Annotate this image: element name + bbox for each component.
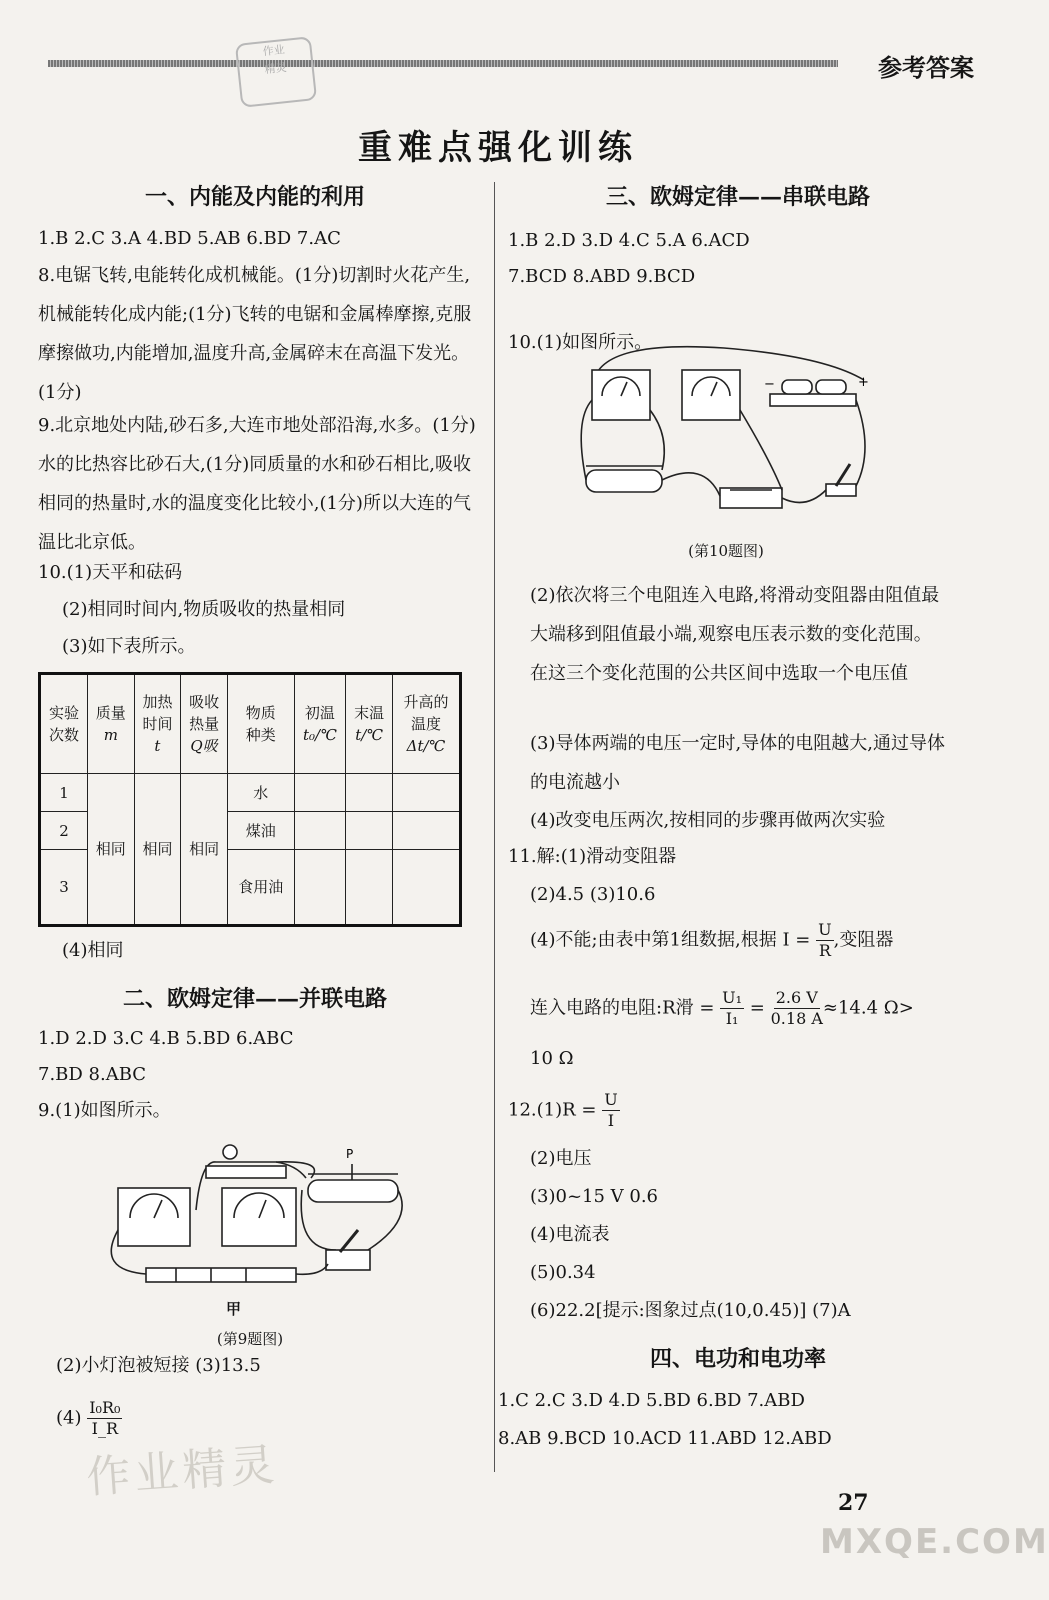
table-cell [294,774,346,812]
figure-10-circuit [574,340,874,520]
table-cell [346,850,393,926]
section-2-title: 二、欧姆定律——并联电路 [122,986,387,1012]
sec2-answers-1: 1.D 2.D 3.C 4.B 5.BD 6.ABC [38,1028,294,1049]
sec2-q9-2: (2)小灯泡被短接 (3)13.5 [56,1355,261,1376]
sec1-q10-1: 10.(1)天平和砝码 [38,562,183,583]
bulb-base [206,1166,286,1178]
table-header-cell: 升高的 温度 Δt/℃ [392,674,460,774]
sec2-q9-1: 9.(1)如图所示。 [38,1100,171,1121]
page-title: 重难点强化训练 [358,128,638,168]
sec3-q12-1: 12.(1)R = $\frac{U}{I}$ [508,1090,618,1130]
sec3-q12-3: (3)0~15 V 0.6 [530,1186,659,1207]
sec3-q11-4c: 10 Ω [530,1048,574,1069]
sec1-q10-4: (4)相同 [62,940,124,961]
sec3-answers-2: 7.BCD 8.ABD 9.BCD [508,266,696,287]
resistor-board-icon [720,488,782,508]
stamp [235,36,317,108]
sec3-q12-6: (6)22.2[提示:图象过点(10,0.45)] (7)A [530,1300,851,1321]
page-number: 27 [838,1490,869,1516]
table-cell: 相同 [87,774,134,926]
table-cell: 相同 [134,774,181,926]
header-title: 参考答案 [878,54,974,82]
stamp-line-1: 作业 [262,43,286,59]
bulb-icon [223,1145,237,1159]
column-divider [494,182,495,1472]
svg-text:+: + [858,375,869,390]
fraction: $\frac{2.6 V}{0.18 A}$ [770,988,823,1028]
table-cell: 食用油 [227,850,294,926]
switch-icon [326,1250,370,1270]
sec3-q10-3: (3)导体两端的电压一定时,导体的电阻越大,通过导体的电流越小 [530,733,945,793]
sec3-q12-5: (5)0.34 [530,1262,596,1283]
header-rule [48,60,838,67]
fraction: $\frac{U}{I}$ [604,1090,618,1130]
table-cell: 2 [40,812,88,850]
figure-10-caption: (第10题图) [688,542,764,560]
sec3-q10-2: (2)依次将三个电阻连入电路,将滑动变阻器由阻值最大端移到阻值最小端,观察电压表示数的变化范围。在这三个变化范围的公共区间中选取一个电压值 [530,585,940,684]
sec1-q10-2: (2)相同时间内,物质吸收的热量相同 [62,599,346,620]
table-header-cell: 吸收 热量 Q吸 [181,674,228,774]
battery-icon [770,394,856,406]
table-header-cell: 初温 t₀/℃ [294,674,346,774]
stamp-line-2: 精灵 [264,60,288,77]
sec3-q11-4a: (4)不能;由表中第1组数据,根据 I = $\frac{U}{R}$ ,变阻器 [530,920,894,960]
sec1-answers: 1.B 2.C 3.A 4.BD 5.AB 6.BD 7.AC [38,228,341,249]
sec3-q11-4b: 连入电路的电阻:R滑 = $\frac{\text{U₁}}{\text{I₁}}$ = $\frac{2.6 V}{0.18 A}$ ≈14.4 Ω> [530,988,914,1028]
sec3-answers-1: 1.B 2.D 3.D 4.C 5.A 6.ACD [508,230,750,251]
rheostat-p-label: P [346,1147,354,1161]
svg-text:−: − [764,377,775,392]
table-cell [294,850,346,926]
watermark-text: 作业精灵 [84,1439,280,1504]
table-header-cell: 实验 次数 [40,674,88,774]
table-header-cell: 质量 m [87,674,134,774]
fraction: $\frac{U}{R}$ [818,920,832,960]
sec1-q10-3: (3)如下表所示。 [62,636,196,657]
table-cell: 相同 [181,774,228,926]
table-header-cell: 物质 种类 [227,674,294,774]
figure-9-circuit [96,1140,416,1300]
section-3-title: 三、欧姆定律——串联电路 [605,184,870,210]
table-cell: 水 [227,774,294,812]
table-cell [392,850,460,926]
fraction: $\frac{\text{I₀R₀}}{I\_R}$ [89,1398,121,1438]
watermark-url: MXQE.COM [820,1522,1049,1562]
section-4-title: 四、电功和电功率 [649,1346,826,1372]
sec3-q12-4: (4)电流表 [530,1224,610,1245]
table-cell [346,774,393,812]
table-header-cell: 末温 t/℃ [346,674,393,774]
sec4-answers-1: 1.C 2.C 3.D 4.D 5.BD 6.BD 7.ABD [498,1390,805,1411]
figure-9-caption: (第9题图) [216,1330,284,1348]
section-1-title: 一、内能及内能的利用 [144,184,365,210]
table-header-row [40,674,461,774]
table-cell: 3 [40,850,88,926]
sec3-q10-1: 10.(1)如图所示。 [508,332,653,353]
table-cell [294,812,346,850]
sec2-answers-2: 7.BD 8.ABC [38,1064,147,1085]
table-cell [392,812,460,850]
sec1-q9: 9.北京地处内陆,砂石多,大连市地处部沿海,水多。(1分)水的比热容比砂石大,(1分)同质量的水和砂石相比,吸收相同的热量时,水的温度变化比较小,(1分)所以大连的气温比北京低。 [38,415,476,553]
battery-icon [146,1268,296,1282]
table-cell [346,812,393,850]
table-row [40,774,461,812]
figure-9-label: 甲 [226,1300,242,1318]
switch-icon [826,484,856,496]
experiment-table [38,672,462,927]
fraction: $\frac{\text{U₁}}{\text{I₁}}$ [722,988,743,1028]
table-cell [392,774,460,812]
table-cell: 1 [40,774,88,812]
sec1-q8: 8.电锯飞转,电能转化成机械能。(1分)切割时火花产生,机械能转化成内能;(1分)飞转的电锯和金属棒摩擦,克服摩擦做功,内能增加,温度升高,金属碎末在高温下发光。(1分) [38,265,472,403]
sec3-q12-2: (2)电压 [530,1148,592,1169]
rheostat-icon [586,470,662,492]
rheostat-icon [308,1180,398,1202]
sec4-answers-2: 8.AB 9.BCD 10.ACD 11.ABD 12.ABD [498,1428,832,1449]
sec3-q10-4: (4)改变电压两次,按相同的步骤再做两次实验 [530,810,886,831]
sec2-q9-4: (4) $\frac{\text{I₀R₀}}{I\_R}$ [56,1398,121,1438]
table-cell: 煤油 [227,812,294,850]
sec3-q11-1: 11.解:(1)滑动变阻器 [508,846,677,867]
table-header-cell: 加热 时间 t [134,674,181,774]
sec3-q11-2: (2)4.5 (3)10.6 [530,884,656,905]
